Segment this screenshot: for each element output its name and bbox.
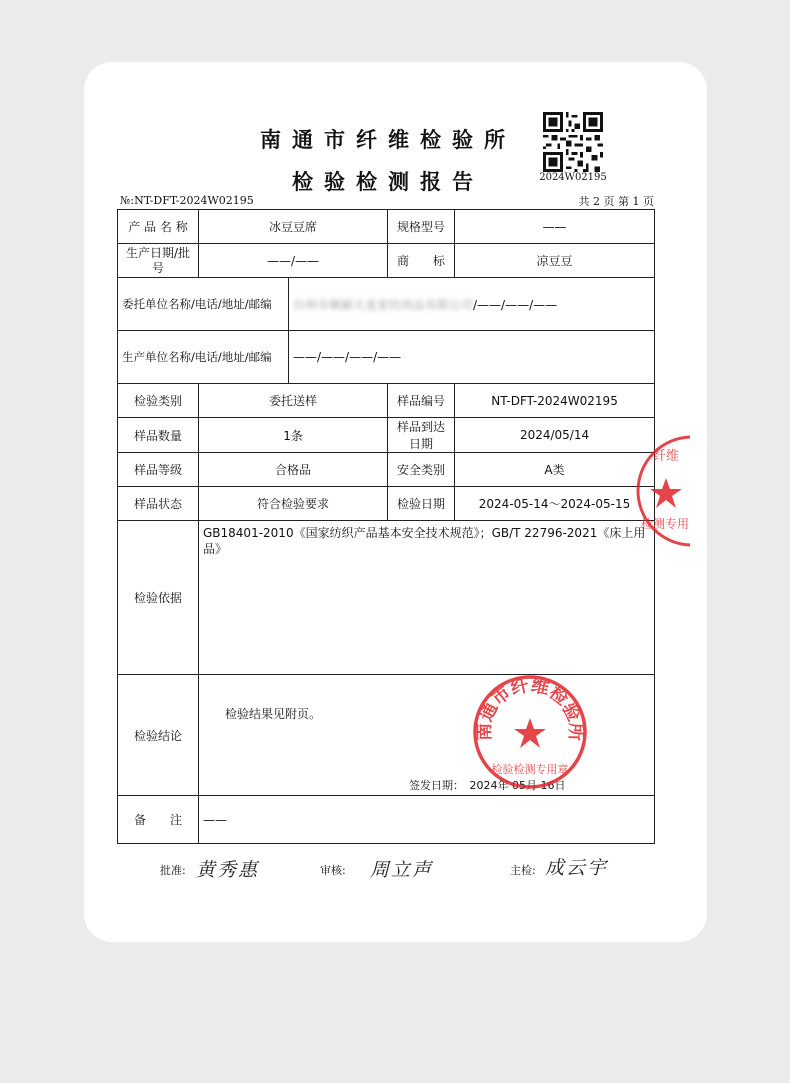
report-title: 检验检测报告 <box>292 170 484 194</box>
conclusion-label: 检验结论 <box>118 675 199 796</box>
maker-value: ——/——/——/—— <box>289 331 655 384</box>
inspection-date-value: 2024-05-14～2024-05-15 <box>455 487 655 521</box>
sample-state-label: 样品状态 <box>118 487 199 521</box>
spec-label: 规格型号 <box>388 210 455 244</box>
sample-state-value: 符合检验要求 <box>199 487 388 521</box>
product-name-value: 冰豆豆席 <box>199 210 388 244</box>
review-label: 审核: <box>320 864 346 877</box>
qr-code <box>543 112 603 172</box>
seal-bottom-text: 检验检测专用章 <box>491 763 569 776</box>
side-seal-top-text: 纤维 <box>652 449 680 464</box>
brand-label: 商 标 <box>388 244 455 278</box>
issue-date: 签发日期： 2024年 05月 16日 <box>409 779 566 792</box>
safety-class-label: 安全类别 <box>388 453 455 487</box>
report-number: №:NT-DFT-2024W02195 <box>120 194 254 207</box>
basis-label: 检验依据 <box>118 521 199 675</box>
inspection-type-label: 检验类别 <box>118 384 199 418</box>
side-seal-bottom-text: 检测专用 <box>640 517 690 531</box>
brand-value: 凉豆豆 <box>455 244 655 278</box>
client-rest: /——/——/—— <box>473 297 558 312</box>
sample-number-value: NT-DFT-2024W02195 <box>455 384 655 418</box>
review-signature: 周立声 <box>370 859 434 881</box>
qr-label: 2024W02195 <box>539 172 607 183</box>
remark-value: —— <box>199 796 655 844</box>
arrival-date-label: 样品到达日期 <box>388 418 455 453</box>
page-info: 共 2 页 第 1 页 <box>578 195 654 208</box>
official-seal <box>470 672 590 792</box>
sample-grade-value: 合格品 <box>199 453 388 487</box>
client-label: 委托单位名称/电话/地址/邮编 <box>118 278 289 331</box>
conclusion-text: 检验结果见附页。 <box>225 707 322 721</box>
sample-quantity-label: 样品数量 <box>118 418 199 453</box>
inspection-date-label: 检验日期 <box>388 487 455 521</box>
client-value <box>289 278 655 331</box>
side-seal <box>632 430 690 552</box>
approve-signature: 黄秀惠 <box>196 859 260 881</box>
seal-top-text: 南通市纤维检验所 <box>473 674 587 742</box>
sample-quantity-value: 1条 <box>199 418 388 453</box>
client-name-blurred: 台州市佩颖天麦家纺用品有限公司 <box>293 297 474 312</box>
sample-grade-label: 样品等级 <box>118 453 199 487</box>
product-name-label: 产 品 名 称 <box>118 210 199 244</box>
arrival-date-value: 2024/05/14 <box>455 418 655 453</box>
main-inspector-signature: 成云宇 <box>545 857 609 879</box>
maker-label: 生产单位名称/电话/地址/邮编 <box>118 331 289 384</box>
inspection-type-value: 委托送样 <box>199 384 388 418</box>
production-date-label: 生产日期/批号 <box>118 244 199 278</box>
production-date-value: ——/—— <box>199 244 388 278</box>
sample-number-label: 样品编号 <box>388 384 455 418</box>
remark-label: 备 注 <box>118 796 199 844</box>
main-inspector-label: 主检: <box>510 864 536 877</box>
approve-label: 批准: <box>160 864 186 877</box>
spec-value: —— <box>455 210 655 244</box>
safety-class-value: A类 <box>455 453 655 487</box>
institute-title: 南通市纤维检验所 <box>260 128 516 152</box>
basis-value: GB18401-2010《国家纺织产品基本安全技术规范》；GB/T 22796-2021《床上用品》 <box>199 521 655 675</box>
